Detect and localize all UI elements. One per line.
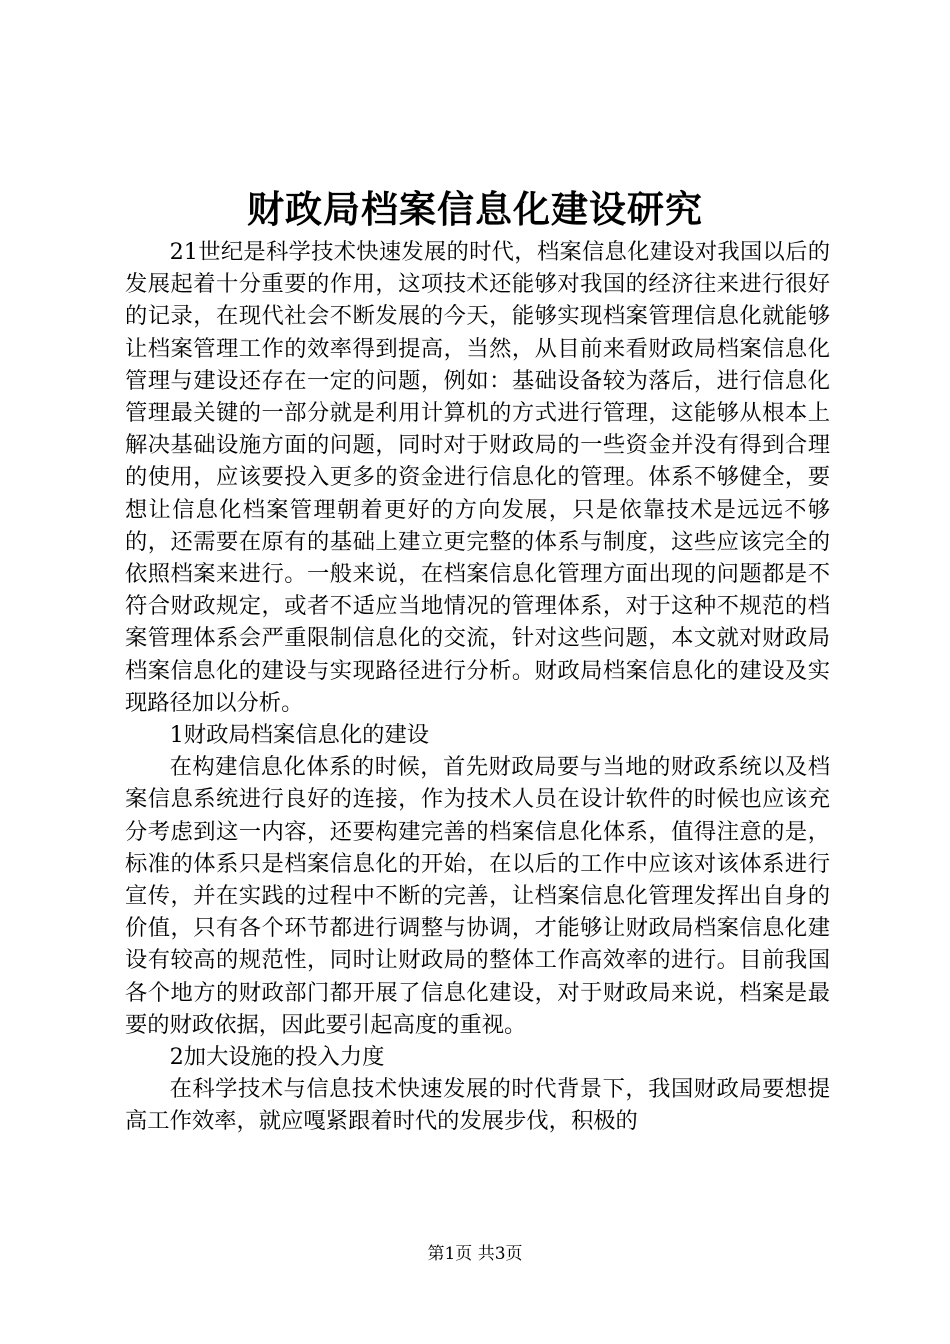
section-2-paragraph: 在科学技术与信息技术快速发展的时代背景下，我国财政局要想提高工作效率，就应嘎紧跟着时代的发展步伐，积极的 <box>125 1076 830 1135</box>
section-1-paragraph: 在构建信息化体系的时候，首先财政局要与当地的财政系统以及档案信息系统进行良好的连接，作为技术人员在设计软件的时候也应该充分考虑到这一内容，还要构建完善的档案信息化体系，值得注意的是，标准的体系只是档案信息化的开始，在以后的工作中应该对该体系进行宣传，并在实践的过程中不断的完善，让档案信息化管理发挥出自身的价值，只有各个环节都进行调整与协调，才能够让财政局档案信息化建设有较高的规范性，同时让财政局的整体工作高效率的进行。目前我国各个地方的财政部门都开展了信息化建设，对于财政局来说，档案是最要的财政依据，因此要引起高度的重视。 <box>125 754 830 1038</box>
intro-paragraph: 21世纪是科学技术快速发展的时代，档案信息化建设对我国以后的发展起着十分重要的作用，这项技术还能够对我国的经济往来进行很好的记录，在现代社会不断发展的今天，能够实现档案管理信息化就能够让档案管理工作的效率得到提高，当然，从目前来看财政局档案信息化管理与建设还存在一定的问题，例如：基础设备较为落后，进行信息化管理最关键的一部分就是利用计算机的方式进行管理，这能够从根本上解决基础设施方面的问题，同时对于财政局的一些资金并没有得到合理的使用，应该要投入更多的资金进行信息化的管理。体系不够健全，要想让信息化档案管理朝着更好的方向发展，只是依靠技术是远远不够的，还需要在原有的基础上建立更完整的体系与制度，这些应该完全的依照档案来进行。一般来说，在档案信息化管理方面出现的问题都是不符合财政规定，或者不适应当地情况的管理体系，对于这种不规范的档案管理体系会严重限制信息化的交流，针对这些问题，本文就对财政局档案信息化的建设与实现路径进行分析。财政局档案信息化的建设及实现路径加以分析。 <box>125 239 830 716</box>
document-body <box>125 236 830 1138</box>
section-heading-1: 1财政局档案信息化的建设 <box>169 722 430 749</box>
section-heading-2: 2加大设施的投入力度 <box>169 1044 385 1071</box>
page-footer: 第1页 共3页 <box>427 1244 523 1264</box>
document-title: 财政局档案信息化建设研究 <box>247 187 703 231</box>
